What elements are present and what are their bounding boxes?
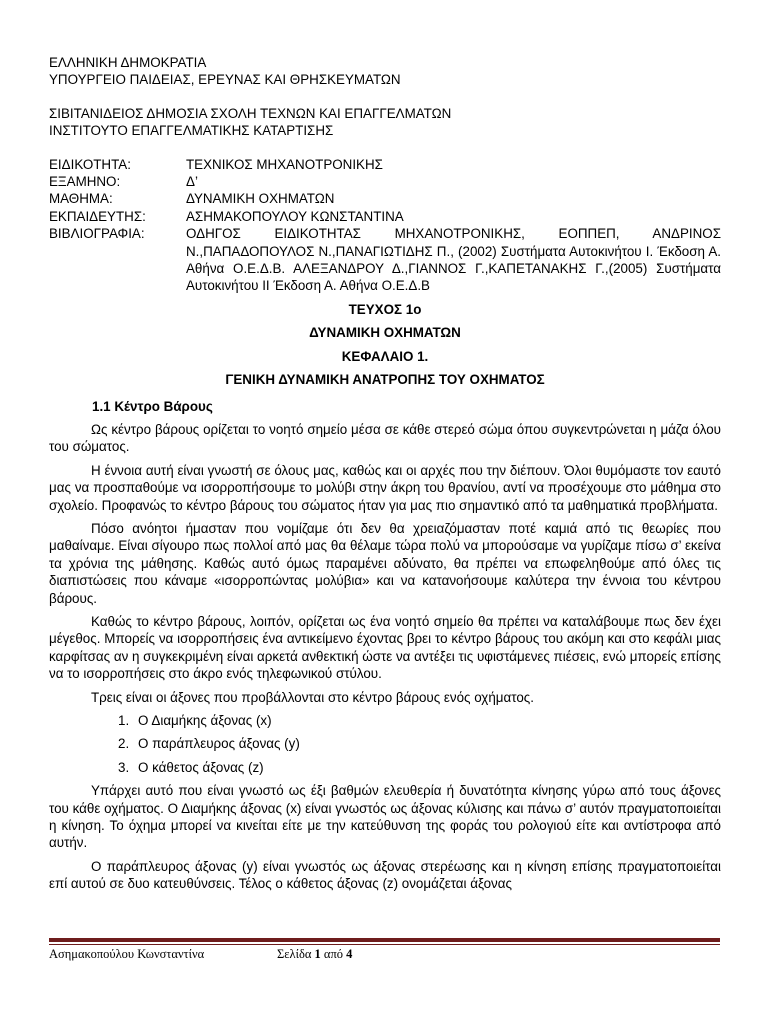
course-heading: ΔΥΝΑΜΙΚΗ ΟΧΗΜΑΤΩΝ <box>309 325 461 341</box>
field-instructor <box>49 208 721 225</box>
field-label: ΕΚΠΑΙΔΕΥΤΗΣ: <box>49 208 146 224</box>
page-prefix: Σελίδα <box>277 947 312 961</box>
page-current: 1 <box>314 947 321 961</box>
field-bibliography <box>49 225 721 295</box>
list-text: Ο παράπλευρος άξονας (y) <box>138 736 300 752</box>
course-info-fields <box>49 156 721 295</box>
paragraph: Υπάρχει αυτό που είναι γνωστό ως έξι βαθμών ελευθερία ή δυνατότητα κίνησης γύρω από τους άξονες του κάθε οχήματος. Ο Διαμήκης άξονας (x) είναι γνωστός ως άξονας κύλισης και πάνω σ’ αυτόν πραγματοποιείται η κίνηση. Το όχημα μπορεί να κινείται είτε με την κατεύθυνση της φοράς του ρολογιού είτε και αντίστροφα από αυτήν. <box>49 783 721 851</box>
list-text: Ο Διαμήκης άξονας (x) <box>138 713 272 728</box>
header-republic: ΕΛΛΗΝΙΚΗ ΔΗΜΟΚΡΑΤΙΑ <box>49 55 207 70</box>
paragraph: Καθώς το κέντρο βάρους, λοιπόν, ορίζεται ως ένα νοητό σημείο θα πρέπει να καταλάβουμε πως δεν έχει μέγεθος. Μπορείς να ισορροπήσεις ένα αντικείμενο έχοντας βρει το κέντρο βάρους του ακόμη και στο κεφάλι μιας καρφίτσας αν η συγκεκριμένη είναι αρκετά ανθεκτική ώστε να αντέξει τις υφιστάμενες πιέσεις, ενώ μπορείς επίσης να το ισορροπήσεις στο άκρο ενός τηλεφωνικού στύλου. <box>49 613 721 682</box>
list-text: Ο κάθετος άξονας (z) <box>138 759 264 775</box>
field-value: Δ’ <box>186 174 198 190</box>
paragraph: Τρεις είναι οι άξονες που προβάλλονται στο κέντρο βάρους ενός οχήματος. <box>91 689 534 705</box>
field-value: ΑΣΗΜΑΚΟΠΟΥΛΟΥ ΚΩΝΣΤΑΝΤΙΝΑ <box>186 208 404 224</box>
field-specialty <box>49 156 721 173</box>
paragraph: Ο παράπλευρος άξονας (y) είναι γνωστός ως άξονας στερέωσης και η κίνηση επίσης πραγματοποιείται επί αυτού σε δυο κατευθύνσεις. Τέλος ο κάθετος άξονας (z) ονομάζεται άξονας <box>49 858 721 892</box>
list-item <box>118 735 721 752</box>
chapter-heading: ΚΕΦΑΛΑΙΟ 1. <box>341 348 429 364</box>
footer-rule-thick <box>49 938 720 942</box>
field-label: ΕΙΔΙΚΟΤΗΤΑ: <box>49 156 131 172</box>
field-semester <box>49 173 721 190</box>
list-number: 1. <box>118 713 130 728</box>
footer-rule-thin <box>49 944 720 945</box>
spacer <box>49 89 721 105</box>
chapter-title: ΓΕΝΙΚΗ ΔΥΝΑΜΙΚΗ ΑΝΑΤΡΟΠΗΣ ΤΟΥ ΟΧΗΜΑΤΟΣ <box>225 372 545 388</box>
paragraph: Η έννοια αυτή είναι γνωστή σε όλους μας, καθώς και οι αρχές που την διέπουν. Όλοι θυμόμαστε τον εαυτό μας να προσπαθούμε να ισορροπήσουμε το μολύβι στην άκρη του θρανίου, αντί να προσέχουμε στο μάθημα στο σχολείο. Προφανώς το κέντρο βάρους του σώματος ήταν για μας πιο σημαντικό από τα μαθηματικά προβλήματα. <box>49 462 721 513</box>
list-item <box>118 712 721 729</box>
field-value: ΟΔΗΓΟΣ ΕΙΔΙΚΟΤΗΤΑΣ ΜΗΧΑΝΟΤΡΟΝΙΚΗΣ, ΕΟΠΠΕΠ, ΑΝΔΡΙΝΟΣ Ν.,ΠΑΠΑΔΟΠΟΥΛΟΣ Ν.,ΠΑΝΑΓΙΩΤΙΔΗΣ Π., (2002) Συστήματα Αυτοκινήτου Ι. Έκδοση Α. Αθήνα Ο.Ε.Δ.Β. ΑΛΕΞΑΝΔΡΟΥ Δ.,ΓΙΑΝΝΟΣ Γ.,ΚΑΠΕΤΑΝΑΚΗΣ Γ.,(2005) Συστήματα Αυτοκινήτου ΙΙ Έκδοση Α. Αθήνα Ο.Ε.Δ.Β <box>186 226 721 294</box>
section-title: 1.1 Κέντρο Βάρους <box>92 398 213 414</box>
header-institute: ΙΝΣΤΙΤΟΥΤΟ ΕΠΑΓΓΕΛΜΑΤΙΚΗΣ ΚΑΤΑΡΤΙΣΗΣ <box>49 123 334 139</box>
field-label: ΕΞΑΜΗΝΟ: <box>49 174 121 190</box>
footer-author: Ασημακοπούλου Κωνσταντίνα <box>49 947 205 961</box>
page-middle: από <box>323 947 344 961</box>
header-block <box>49 54 721 156</box>
field-course <box>49 190 721 207</box>
header-school: ΣΙΒΙΤΑΝΙΔΕΙΟΣ ΔΗΜΟΣΙΑ ΣΧΟΛΗ ΤΕΧΝΩΝ ΚΑΙ ΕΠΑΓΓΕΛΜΑΤΩΝ <box>49 105 452 121</box>
document-body <box>49 54 721 899</box>
field-value: ΤΕΧΝΙΚΟΣ ΜΗΧΑΝΟΤΡΟΝΙΚΗΣ <box>186 156 383 172</box>
spacer <box>49 140 721 156</box>
paragraph: Ως κέντρο βάρους ορίζεται το νοητό σημείο μέσα σε κάθε στερεό σώμα όπου συγκεντρώνεται η μάζα όλου του σώματος. <box>49 421 721 455</box>
footer-page-number <box>277 947 352 962</box>
axes-list <box>49 712 721 776</box>
page-total: 4 <box>346 947 353 961</box>
field-label: ΜΑΘΗΜΑ: <box>49 191 113 207</box>
field-label: ΒΙΒΛΙΟΓΡΑΦΙΑ: <box>49 226 145 242</box>
list-number: 3. <box>118 759 130 775</box>
list-number: 2. <box>118 736 130 752</box>
field-value: ΔΥΝΑΜΙΚΗ ΟΧΗΜΑΤΩΝ <box>186 191 335 207</box>
list-item <box>118 759 721 776</box>
issue-heading: ΤΕΥΧΟΣ 1ο <box>348 301 422 317</box>
paragraph: Πόσο ανόητοι ήμασταν που νομίζαμε ότι δεν θα χρειαζόμασταν ποτέ καμιά από τις θεωρίες που μαθαίναμε. Είναι σίγουρο πως πολλοί από μας θα θέλαμε τώρα πολύ να μπορούσαμε να γυρίζαμε πίσω σ’ εκείνα τα χρόνια της μάθησης. Καθώς αυτό όμως παραμένει αδύνατο, θα πρέπει να επωφεληθούμε από όλες τις διαπιστώσεις που κάναμε «ισορροπώντας μολύβια» και να κατανοήσουμε καλύτερα την έννοια του κέντρου βάρους. <box>49 520 721 606</box>
header-ministry: ΥΠΟΥΡΓΕΙΟ ΠΑΙΔΕΙΑΣ, ΕΡΕΥΝΑΣ ΚΑΙ ΘΡΗΣΚΕΥΜΑΤΩΝ <box>49 72 401 88</box>
